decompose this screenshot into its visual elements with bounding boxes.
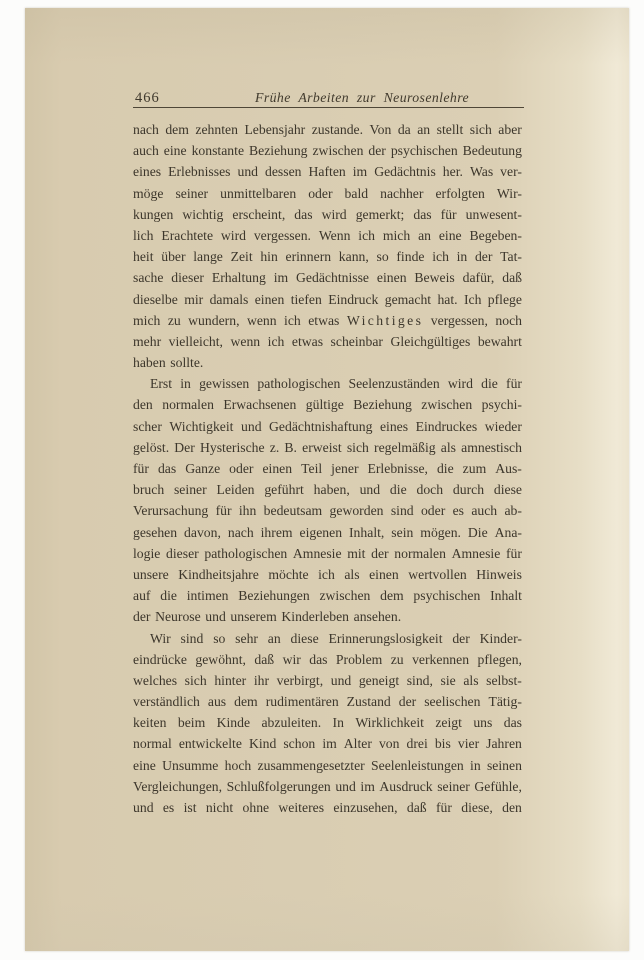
text-line: Wir sind so sehr an diese Erinnerungslosigkeit der Kinder- bbox=[150, 630, 522, 646]
text-line: gelöst. Der Hysterische z. B. erweist sich regelmäßig als amnestisch bbox=[133, 439, 522, 455]
text-line: heit über lange Zeit hin erinnern kann, so finde ich in der Tat- bbox=[133, 249, 522, 265]
text-line: Verursachung für ihn bedeutsam geworden sind oder es auch ab- bbox=[133, 503, 522, 519]
page-number: 466 bbox=[135, 90, 160, 106]
text-line: logie dieser pathologischen Amnesie mit der normalen Amnesie für bbox=[133, 545, 522, 561]
text-line: verständlich aus dem rudimentären Zustand der seelischen Tätig- bbox=[133, 694, 522, 710]
text-line: möge seiner unmittelbaren oder bald nachher erfolgten Wir- bbox=[133, 185, 522, 201]
text-line: und es ist nicht ohne weiteres einzusehen, daß für diese, den bbox=[133, 800, 522, 815]
text-line: kungen wichtig erscheint, das wird gemerkt; das für unwesent- bbox=[133, 206, 522, 222]
text-line: auf die intimen Beziehungen zwischen dem psychischen Inhalt bbox=[133, 588, 522, 604]
text-line: eine Unsumme hoch zusammengesetzter Seelenleistungen in seinen bbox=[133, 757, 522, 773]
text-line: eindrücke gewöhnt, daß wir das Problem zu verkennen pflegen, bbox=[133, 651, 522, 667]
text-line: für das Ganze oder einen Teil jener Erlebnisse, die zum Aus- bbox=[133, 461, 522, 476]
text-line: bruch seiner Leiden geführt haben, und die doch durch diese bbox=[133, 482, 522, 498]
text-line: der Neurose und unserem Kinderleben ansehen. bbox=[133, 609, 402, 625]
text-line: eines Erlebnisses und dessen Haften im Gedächtnis her. Was ver- bbox=[133, 164, 522, 180]
text-line: nach dem zehnten Lebensjahr zustande. Von da an stellt sich aber bbox=[133, 122, 522, 137]
text-line: auch eine konstante Beziehung zwischen der psychischen Bedeutung bbox=[133, 143, 522, 159]
text-line: keiten beim Kinde abzuleiten. In Wirklichkeit zeigt uns das bbox=[133, 715, 522, 731]
text-line: gesehen davon, nach ihrem eigenen Inhalt, sein mögen. Die Ana- bbox=[133, 524, 522, 540]
text-line: den normalen Erwachsenen gültige Beziehung zwischen psychi- bbox=[133, 397, 522, 413]
text-line: mehr vielleicht, wenn ich etwas scheinbar Gleichgültiges bewahrt bbox=[133, 333, 522, 349]
running-head-title: Frühe Arbeiten zur Neurosenlehre bbox=[255, 90, 469, 105]
text-line: Erst in gewissen pathologischen Seelenzuständen wird die für bbox=[150, 376, 522, 392]
text-line: mich zu wundern, wenn ich etwas Wichtiges vergessen, noch bbox=[133, 312, 522, 328]
text-block bbox=[133, 119, 522, 818]
header-rule bbox=[133, 107, 524, 108]
scanned-page bbox=[25, 8, 629, 951]
text-line: welches sich hinter ihr verbirgt, und geneigt sind, sie als selbst- bbox=[133, 672, 522, 688]
text-line: scher Wichtigkeit und Gedächtnishaftung eines Eindruckes wieder bbox=[133, 418, 522, 434]
text-line: haben sollte. bbox=[133, 355, 204, 371]
text-line: sache dieser Erhaltung im Gedächtnisse einen Beweis dafür, daß bbox=[133, 270, 522, 286]
text-line: lich Erachtete wird vergessen. Wenn ich mich an eine Begeben- bbox=[133, 227, 522, 243]
text-line: normal entwickelte Kind schon im Alter von drei bis vier Jahren bbox=[133, 736, 522, 752]
text-line: Vergleichungen, Schlußfolgerungen und im Ausdruck seiner Gefühle, bbox=[133, 778, 522, 794]
running-header bbox=[133, 88, 523, 108]
text-line: unsere Kindheitsjahre möchte ich als einen wertvollen Hinweis bbox=[133, 566, 522, 582]
text-line: dieselbe mir damals einen tiefen Eindruck gemacht hat. Ich pflege bbox=[133, 291, 522, 307]
